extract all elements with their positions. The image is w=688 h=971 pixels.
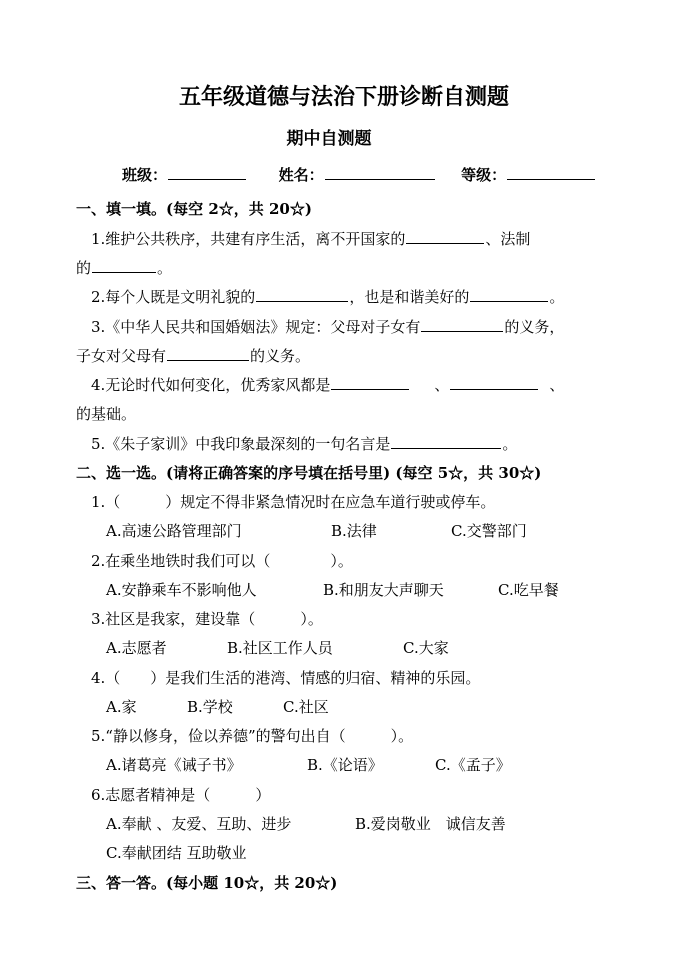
s2-q6-option-b[interactable]: B.爱岗敬业 诚信友善 (355, 815, 506, 833)
s1-q1-line2: 的 。 (76, 259, 173, 277)
s1-q1-line1: 1.维护公共秩序，共建有序生活，离不开国家的 、法制 (91, 230, 531, 248)
section3-heading: 三、答一答。(每小题 10☆，共 20☆) (76, 874, 338, 892)
s1-q2-blank2[interactable] (470, 287, 548, 302)
page-subtitle: 期中自测题 (286, 129, 372, 149)
s1-q1-blank1[interactable] (406, 229, 484, 244)
s1-q4-blank1[interactable] (331, 375, 409, 390)
s1-q3-line2: 子女对父母有 的义务。 (76, 347, 311, 365)
s1-q1-blank2[interactable] (92, 258, 156, 273)
s2-q3-option-b[interactable]: B.社区工作人员 (227, 639, 333, 657)
s2-q5-option-b[interactable]: B.《论语》 (307, 756, 383, 774)
s2-q6-option-c[interactable]: C.奉献团结 互助敬业 (106, 844, 247, 862)
s2-q3-option-a[interactable]: A.志愿者 (106, 639, 167, 657)
name-label: 姓名： (278, 166, 324, 184)
page-title: 五年级道德与法治下册诊断自测题 (178, 85, 509, 110)
s1-q2-blank1[interactable] (256, 287, 348, 302)
s2-q2-stem: 2.在乘坐地铁时我们可以（ ）。 (91, 552, 353, 570)
grade-blank[interactable] (507, 165, 595, 180)
s2-q5-option-a[interactable]: A.诸葛亮《诫子书》 (106, 756, 242, 774)
s2-q4-option-b[interactable]: B.学校 (187, 698, 233, 716)
s2-q4-option-a[interactable]: A.家 (106, 698, 137, 716)
s2-q1-option-c[interactable]: C.交警部门 (451, 522, 527, 540)
s1-q4-line1: 4.无论时代如何变化，优秀家风都是 、 、 (91, 376, 565, 394)
s1-q4-blank2[interactable] (450, 375, 538, 390)
grade-label: 等级： (461, 166, 507, 184)
name-blank[interactable] (325, 165, 435, 180)
student-info-row (122, 165, 596, 185)
s1-q4-line2: 的基础。 (76, 405, 137, 423)
s2-q6-stem: 6.志愿者精神是（ ） (91, 786, 271, 804)
s2-q2-option-b[interactable]: B.和朋友大声聊天 (323, 581, 444, 599)
s1-q3-blank1[interactable] (421, 317, 503, 332)
s1-q5-blank[interactable] (391, 434, 501, 449)
s2-q4-option-c[interactable]: C.社区 (283, 698, 329, 716)
s2-q5-stem: 5.“静以修身，俭以养德”的警句出自（ ）。 (91, 727, 414, 745)
section2-heading: 二、选一选。(请将正确答案的序号填在括号里) (每空 5☆，共 30☆) (76, 464, 542, 482)
s2-q2-option-c[interactable]: C.吃早餐 (498, 581, 559, 599)
s1-q3-line1: 3.《中华人民共和国婚姻法》规定：父母对子女有 的义务， (91, 318, 565, 336)
s1-q3-blank2[interactable] (167, 346, 249, 361)
s2-q1-option-a[interactable]: A.高速公路管理部门 (106, 522, 242, 540)
s2-q4-stem: 4.（ ）是我们生活的港湾、情感的归宿、精神的乐园。 (91, 669, 481, 687)
section1-heading: 一、填一填。(每空 2☆，共 20☆) (76, 200, 312, 218)
s2-q1-stem: 1.（ ）规定不得非紧急情况时在应急车道行驶或停车。 (91, 493, 496, 511)
s2-q5-option-c[interactable]: C.《孟子》 (435, 756, 511, 774)
s2-q3-option-c[interactable]: C.大家 (403, 639, 449, 657)
s2-q2-option-a[interactable]: A.安静乘车不影响他人 (106, 581, 257, 599)
s1-q2: 2.每个人既是文明礼貌的 ，也是和谐美好的 。 (91, 288, 565, 306)
s2-q3-stem: 3.社区是我家，建设靠（ ）。 (91, 610, 323, 628)
class-blank[interactable] (168, 165, 246, 180)
class-label: 班级： (122, 166, 168, 184)
s2-q6-option-a[interactable]: A.奉献 、友爱、互助、进步 (106, 815, 292, 833)
s2-q1-option-b[interactable]: B.法律 (331, 522, 377, 540)
s1-q5: 5.《朱子家训》中我印象最深刻的一句名言是 。 (91, 435, 518, 453)
